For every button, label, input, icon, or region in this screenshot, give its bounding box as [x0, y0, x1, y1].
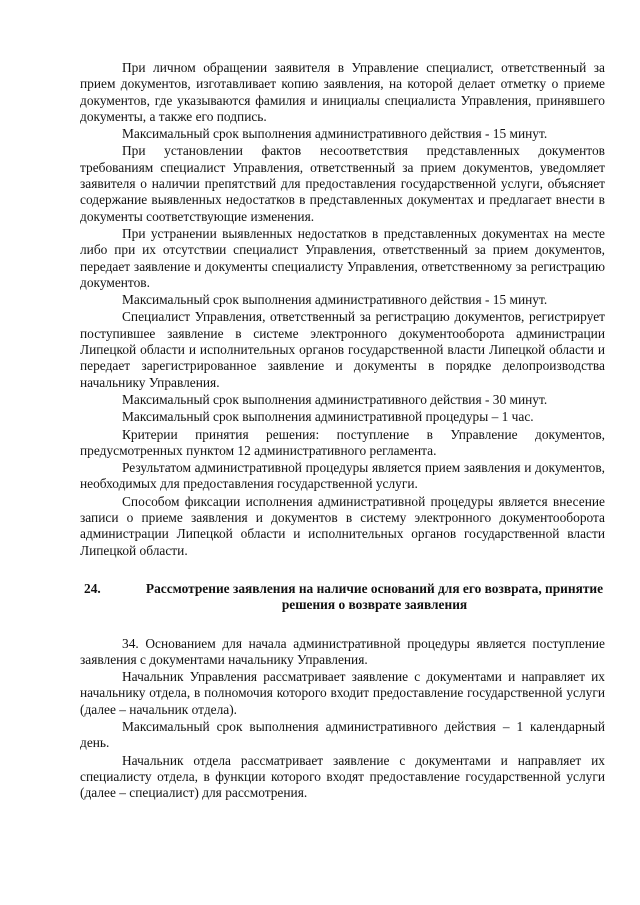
paragraph: Способом фиксации исполнения административной процедуры является внесение записи о приеме заявления и документов в систему электронного документооборота администрации Липецкой области и исполнительных органов государственной власти Липецкой области. — [80, 493, 605, 558]
paragraph: При личном обращении заявителя в Управление специалист, ответственный за прием документов, изготавливает копию заявления, на которой делает отметку о приеме документов, где указываются фамилия и инициалы специалиста Управления, принявшего документы, а также его подпись. — [80, 60, 605, 124]
paragraph: 34. Основанием для начала административной процедуры является поступление заявления с документами начальнику Управления. — [80, 635, 605, 667]
paragraph: Начальник отдела рассматривает заявление с документами и направляет их специалисту отдела, в функции которого входят предоставление государственной услуги (далее – специалист) для рассмотрения. — [80, 752, 605, 801]
section-title: Рассмотрение заявления на наличие оснований для его возврата, принятие решения о возврате заявления — [145, 580, 604, 613]
paragraph: Начальник Управления рассматривает заявление с документами и направляет их начальнику отдела, в полномочия которого входит предоставление государственной услуги (далее – начальник отдела). — [80, 669, 605, 717]
paragraph: Результатом административной процедуры является прием заявления и документов, необходимых для предоставления государственной услуги. — [80, 460, 605, 492]
section-heading — [80, 581, 605, 614]
paragraph: Максимальный срок выполнения административного действия – 1 календарный день. — [80, 718, 605, 751]
paragraph: Максимальный срок выполнения административного действия - 15 минут. — [122, 126, 548, 142]
paragraph: Максимальный срок выполнения административной процедуры – 1 час. — [122, 409, 534, 425]
document-page — [80, 60, 605, 802]
paragraph: Максимальный срок выполнения административного действия - 30 минут. — [122, 391, 548, 407]
paragraph: Специалист Управления, ответственный за регистрацию документов, регистрирует поступившее заявление в системе электронного документооборота администрации Липецкой области и исполнительных органов государственной власти Липецкой области и передает зарегистрированное заявление и документы в порядке делопроизводства начальнику Управления. — [80, 309, 605, 390]
paragraph: При установлении фактов несоответствия представленных документов требованиям специалист Управления, ответственный за прием документов, уведомляет заявителя о наличии препятствий для предоставления государственной услуги, объясняет содержание выявленных недостатков в представленных документах и предлагает внести в документы соответствующие изменения. — [80, 143, 605, 224]
paragraph: Критерии принятия решения: поступление в Управление документов, предусмотренных пунктом 12 административного регламента. — [80, 426, 605, 458]
paragraph: При устранении выявленных недостатков в представленных документах на месте либо при их отсутствии специалист Управления, ответственный за прием документов, передает заявление и документы специалисту Управления, ответственному за регистрацию документов. — [80, 225, 605, 290]
section-number: 24. — [84, 580, 101, 596]
paragraph: Максимальный срок выполнения административного действия - 15 минут. — [122, 292, 548, 308]
